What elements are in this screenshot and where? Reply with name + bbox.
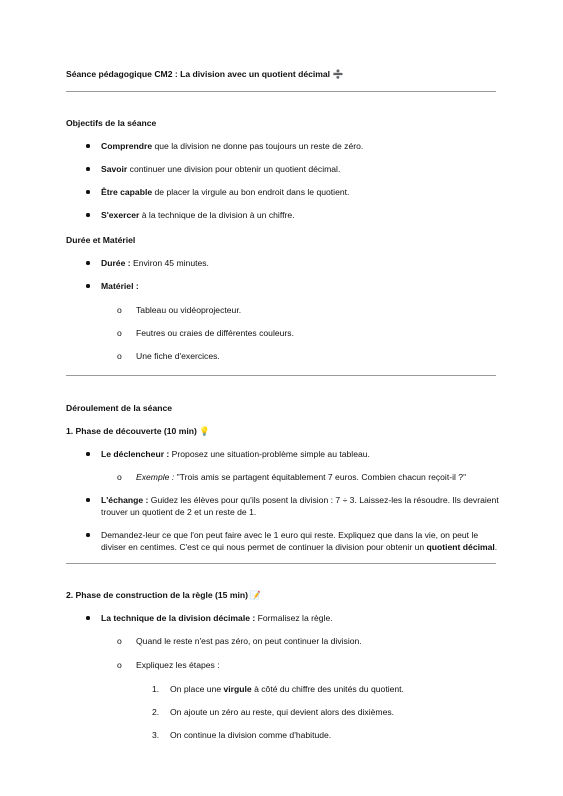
bullet-icon	[86, 284, 90, 288]
bullet-icon	[86, 452, 90, 456]
list-item: On continue la division comme d'habitude.	[170, 730, 332, 740]
bullet-icon	[86, 498, 90, 502]
divider	[66, 563, 496, 564]
deroulement-heading: Déroulement de la séance	[66, 403, 173, 413]
objectifs-heading: Objectifs de la séance	[66, 118, 157, 128]
list-item: On ajoute un zéro au reste, qui devient alors des dixièmes.	[170, 707, 395, 717]
bullet-icon	[86, 261, 90, 265]
list-item: Expliquez les étapes :	[136, 660, 220, 670]
phase1-heading: 1. Phase de découverte (10 min) 💡	[66, 426, 210, 436]
circle-bullet-icon: o	[117, 305, 122, 315]
list-item: Une fiche d'exercices.	[136, 351, 220, 361]
list-item: Être capable de placer la virgule au bon endroit dans le quotient.	[101, 187, 350, 197]
list-item: Le déclencheur : Proposez une situation-problème simple au tableau.	[101, 449, 370, 459]
list-item: Matériel :	[101, 281, 139, 291]
list-item: Savoir continuer une division pour obtenir un quotient décimal.	[101, 164, 341, 174]
list-item: Quand le reste n'est pas zéro, on peut continuer la division.	[136, 636, 362, 646]
list-item: La technique de la division décimale : Formalisez la règle.	[101, 613, 333, 623]
list-item: Exemple : "Trois amis se partagent équitablement 7 euros. Combien chacun reçoit-il ?"	[136, 472, 467, 482]
list-item: Durée : Environ 45 minutes.	[101, 258, 209, 268]
list-item: On place une virgule à côté du chiffre des unités du quotient.	[170, 684, 404, 694]
bullet-icon	[86, 533, 90, 537]
circle-bullet-icon: o	[117, 472, 122, 482]
list-item: Comprendre que la division ne donne pas toujours un reste de zéro.	[101, 141, 364, 151]
divider	[66, 91, 496, 92]
bullet-icon	[86, 144, 90, 148]
bullet-icon	[86, 616, 90, 620]
page-title: Séance pédagogique CM2 : La division avec un quotient décimal ➗	[66, 69, 344, 79]
duree-heading: Durée et Matériel	[66, 235, 136, 245]
list-item: Tableau ou vidéoprojecteur.	[136, 305, 242, 315]
bullet-icon	[86, 167, 90, 171]
bullet-icon	[86, 213, 90, 217]
circle-bullet-icon: o	[117, 636, 122, 646]
divider	[66, 375, 496, 376]
bullet-icon	[86, 190, 90, 194]
list-item: S'exercer à la technique de la division à un chiffre.	[101, 210, 295, 220]
circle-bullet-icon: o	[117, 328, 122, 338]
list-item: Demandez-leur ce que l'on peut faire avec le 1 euro qui reste. Expliquez que dans la vie, on peut le diviser en centimes. C'est ce qui nous permet de continuer la division pour obtenir un quotient décimal.	[101, 530, 498, 552]
phase2-heading: 2. Phase de construction de la règle (15 min) 📝	[66, 590, 262, 600]
circle-bullet-icon: o	[117, 351, 122, 361]
step-number: 2.	[152, 707, 160, 717]
list-item: L'échange : Guidez les élèves pour qu'ils posent la division : 7 ÷ 3. Laissez-les la résoudre. Ils devraient trouver un quotient de 2 et un reste de 1.	[101, 495, 499, 517]
step-number: 1.	[152, 684, 160, 694]
list-item: Feutres ou craies de différentes couleurs.	[136, 328, 294, 338]
circle-bullet-icon: o	[117, 660, 122, 670]
step-number: 3.	[152, 730, 160, 740]
